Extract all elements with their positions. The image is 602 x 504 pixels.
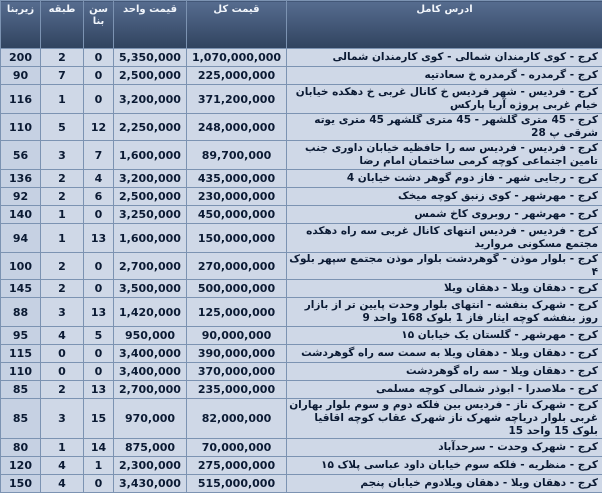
cell-address: کرج - 45 متری گلشهر - 45 متری گلشهر 45 متری یوته شرقی پ 28 xyxy=(287,114,602,141)
header-total-price: قیمت کل xyxy=(187,1,287,49)
table-row xyxy=(1,85,602,114)
cell-unit-price: 2,500,000 xyxy=(114,188,187,206)
cell-area: 200 xyxy=(1,49,41,67)
cell-unit-price: 2,700,000 xyxy=(114,253,187,280)
cell-area: 140 xyxy=(1,206,41,224)
table-row xyxy=(1,363,602,381)
cell-area: 95 xyxy=(1,327,41,345)
cell-unit-price: 875,000 xyxy=(114,439,187,457)
cell-area: 92 xyxy=(1,188,41,206)
cell-age: 0 xyxy=(84,363,114,381)
cell-area: 56 xyxy=(1,141,41,170)
cell-address: کرج - رجایی شهر - فاز دوم گوهر دشت خیابان 4 xyxy=(287,170,602,188)
cell-floor: 3 xyxy=(41,298,84,327)
cell-age: 0 xyxy=(84,206,114,224)
cell-total-price: 90,000,000 xyxy=(187,327,287,345)
cell-floor: 1 xyxy=(41,224,84,253)
cell-area: 85 xyxy=(1,381,41,399)
cell-age: 0 xyxy=(84,475,114,493)
cell-age: 5 xyxy=(84,327,114,345)
cell-address: کرج - مهرشهر - کوی زنبق کوچه میخک xyxy=(287,188,602,206)
cell-unit-price: 970,000 xyxy=(114,399,187,439)
cell-address: کرج - دهقان ویلا - دهقان ویلا xyxy=(287,280,602,298)
cell-age: 6 xyxy=(84,188,114,206)
cell-total-price: 435,000,000 xyxy=(187,170,287,188)
cell-total-price: 450,000,000 xyxy=(187,206,287,224)
cell-unit-price: 3,500,000 xyxy=(114,280,187,298)
table-row xyxy=(1,141,602,170)
cell-age: 0 xyxy=(84,253,114,280)
cell-floor: 2 xyxy=(41,49,84,67)
cell-area: 110 xyxy=(1,363,41,381)
cell-total-price: 390,000,000 xyxy=(187,345,287,363)
table-row xyxy=(1,170,602,188)
cell-unit-price: 3,250,000 xyxy=(114,206,187,224)
cell-area: 120 xyxy=(1,457,41,475)
cell-floor: 2 xyxy=(41,170,84,188)
cell-total-price: 500,000,000 xyxy=(187,280,287,298)
cell-unit-price: 3,400,000 xyxy=(114,345,187,363)
cell-age: 12 xyxy=(84,114,114,141)
cell-total-price: 150,000,000 xyxy=(187,224,287,253)
cell-age: 15 xyxy=(84,399,114,439)
header-floor: طبقه xyxy=(41,1,84,49)
cell-age: 13 xyxy=(84,224,114,253)
cell-unit-price: 1,420,000 xyxy=(114,298,187,327)
cell-age: 0 xyxy=(84,280,114,298)
cell-total-price: 235,000,000 xyxy=(187,381,287,399)
table-row xyxy=(1,280,602,298)
cell-address: کرج - ملاصدرا - ابوذر شمالی کوچه مسلمی xyxy=(287,381,602,399)
cell-floor: 0 xyxy=(41,345,84,363)
cell-floor: 2 xyxy=(41,381,84,399)
cell-unit-price: 2,300,000 xyxy=(114,457,187,475)
table-row xyxy=(1,253,602,280)
cell-total-price: 230,000,000 xyxy=(187,188,287,206)
cell-address: کرج - دهقان ویلا - دهقان ویلادوم خیابان پنجم xyxy=(287,475,602,493)
cell-address: کرج - شهرک وحدت - سرحدآباد xyxy=(287,439,602,457)
table-row xyxy=(1,206,602,224)
cell-address: کرج - شهرک ناز - فردیس بین فلکه دوم و سوم بلوار بهاران غربی بلوار دریاچه شهرک ناز شهرک عقاب کوچه اقاقیا بلوک 15 واحد 15 xyxy=(287,399,602,439)
header-row xyxy=(1,1,602,49)
cell-area: 145 xyxy=(1,280,41,298)
cell-area: 115 xyxy=(1,345,41,363)
table-row xyxy=(1,49,602,67)
cell-total-price: 370,000,000 xyxy=(187,363,287,381)
header-unit-price: قیمت واحد xyxy=(114,1,187,49)
table-row xyxy=(1,381,602,399)
cell-area: 100 xyxy=(1,253,41,280)
table-row xyxy=(1,67,602,85)
cell-address: کرج - شهرک بنفشه - انتهای بلوار وحدت پایین تر از بازار روز بنفشه کوچه ایثار فاز 1 بلوک 168 واحد 9 xyxy=(287,298,602,327)
cell-area: 90 xyxy=(1,67,41,85)
cell-address: کرج - دهقان ویلا - دهقان ویلا به سمت سه راه گوهردشت xyxy=(287,345,602,363)
cell-age: 4 xyxy=(84,170,114,188)
cell-total-price: 371,200,000 xyxy=(187,85,287,114)
cell-area: 94 xyxy=(1,224,41,253)
header-age: سن بنا xyxy=(84,1,114,49)
cell-age: 0 xyxy=(84,345,114,363)
cell-total-price: 270,000,000 xyxy=(187,253,287,280)
cell-age: 0 xyxy=(84,67,114,85)
cell-age: 0 xyxy=(84,49,114,67)
table-row xyxy=(1,439,602,457)
cell-floor: 2 xyxy=(41,280,84,298)
cell-floor: 7 xyxy=(41,67,84,85)
header-area: زیربنا xyxy=(1,1,41,49)
cell-age: 14 xyxy=(84,439,114,457)
cell-area: 116 xyxy=(1,85,41,114)
cell-total-price: 125,000,000 xyxy=(187,298,287,327)
cell-total-price: 82,000,000 xyxy=(187,399,287,439)
cell-unit-price: 3,200,000 xyxy=(114,170,187,188)
cell-total-price: 275,000,000 xyxy=(187,457,287,475)
cell-address: کرج - مهرشهر - روبروی کاخ شمس xyxy=(287,206,602,224)
cell-unit-price: 3,200,000 xyxy=(114,85,187,114)
cell-area: 85 xyxy=(1,399,41,439)
cell-age: 1 xyxy=(84,457,114,475)
cell-floor: 4 xyxy=(41,457,84,475)
cell-unit-price: 3,400,000 xyxy=(114,363,187,381)
cell-address: کرج - بلوار موذن - گوهردشت بلوار موذن مجتمع سپهر بلوک ۴ xyxy=(287,253,602,280)
cell-total-price: 89,700,000 xyxy=(187,141,287,170)
cell-area: 136 xyxy=(1,170,41,188)
header-address: ادرس کامل xyxy=(287,1,602,49)
cell-age: 13 xyxy=(84,381,114,399)
cell-unit-price: 5,350,000 xyxy=(114,49,187,67)
cell-unit-price: 3,430,000 xyxy=(114,475,187,493)
cell-floor: 3 xyxy=(41,141,84,170)
cell-area: 110 xyxy=(1,114,41,141)
table-row xyxy=(1,298,602,327)
cell-floor: 4 xyxy=(41,327,84,345)
cell-total-price: 248,000,000 xyxy=(187,114,287,141)
cell-unit-price: 1,600,000 xyxy=(114,141,187,170)
table-row xyxy=(1,114,602,141)
table-row xyxy=(1,224,602,253)
cell-floor: 3 xyxy=(41,399,84,439)
cell-unit-price: 2,250,000 xyxy=(114,114,187,141)
cell-unit-price: 2,700,000 xyxy=(114,381,187,399)
cell-floor: 4 xyxy=(41,475,84,493)
cell-floor: 0 xyxy=(41,363,84,381)
cell-age: 13 xyxy=(84,298,114,327)
cell-unit-price: 1,600,000 xyxy=(114,224,187,253)
cell-age: 7 xyxy=(84,141,114,170)
cell-area: 150 xyxy=(1,475,41,493)
cell-address: کرج - فردیس - فردیس انتهای کانال غربی سه راه دهکده مجتمع مسکونی مروارید xyxy=(287,224,602,253)
cell-unit-price: 2,500,000 xyxy=(114,67,187,85)
cell-address: کرج - فردیس - فردیس سه را حافظیه خیابان داوری جنب تامین اجتماعی کوچه کرمی ساختمان امام رضا xyxy=(287,141,602,170)
cell-address: کرج - دهقان ویلا - سه راه گوهردشت xyxy=(287,363,602,381)
cell-area: 88 xyxy=(1,298,41,327)
cell-floor: 1 xyxy=(41,439,84,457)
table-row xyxy=(1,345,602,363)
cell-address: کرج - گرمدره - گرمدره خ سعادتیه xyxy=(287,67,602,85)
cell-total-price: 70,000,000 xyxy=(187,439,287,457)
table-row xyxy=(1,475,602,493)
cell-floor: 2 xyxy=(41,253,84,280)
cell-unit-price: 950,000 xyxy=(114,327,187,345)
cell-floor: 1 xyxy=(41,206,84,224)
cell-address: کرج - فردیس - شهر فردیس خ کانال غربی خ دهکده خیابان خیام غربی پروژه آریا پارکس xyxy=(287,85,602,114)
table-row xyxy=(1,457,602,475)
cell-floor: 1 xyxy=(41,85,84,114)
table-row xyxy=(1,188,602,206)
cell-total-price: 1,070,000,000 xyxy=(187,49,287,67)
cell-address: کرج - کوی کارمندان شمالی - کوی کارمندان شمالی xyxy=(287,49,602,67)
cell-floor: 2 xyxy=(41,188,84,206)
cell-total-price: 515,000,000 xyxy=(187,475,287,493)
cell-floor: 5 xyxy=(41,114,84,141)
cell-address: کرج - مهرشهر - گلستان یک خیابان ۱۵ xyxy=(287,327,602,345)
table-row xyxy=(1,399,602,439)
table-row xyxy=(1,327,602,345)
cell-age: 0 xyxy=(84,85,114,114)
cell-address: کرج - منظریه - فلکه سوم خیابان داود عباسی پلاک ۱۵ xyxy=(287,457,602,475)
cell-area: 80 xyxy=(1,439,41,457)
cell-total-price: 225,000,000 xyxy=(187,67,287,85)
